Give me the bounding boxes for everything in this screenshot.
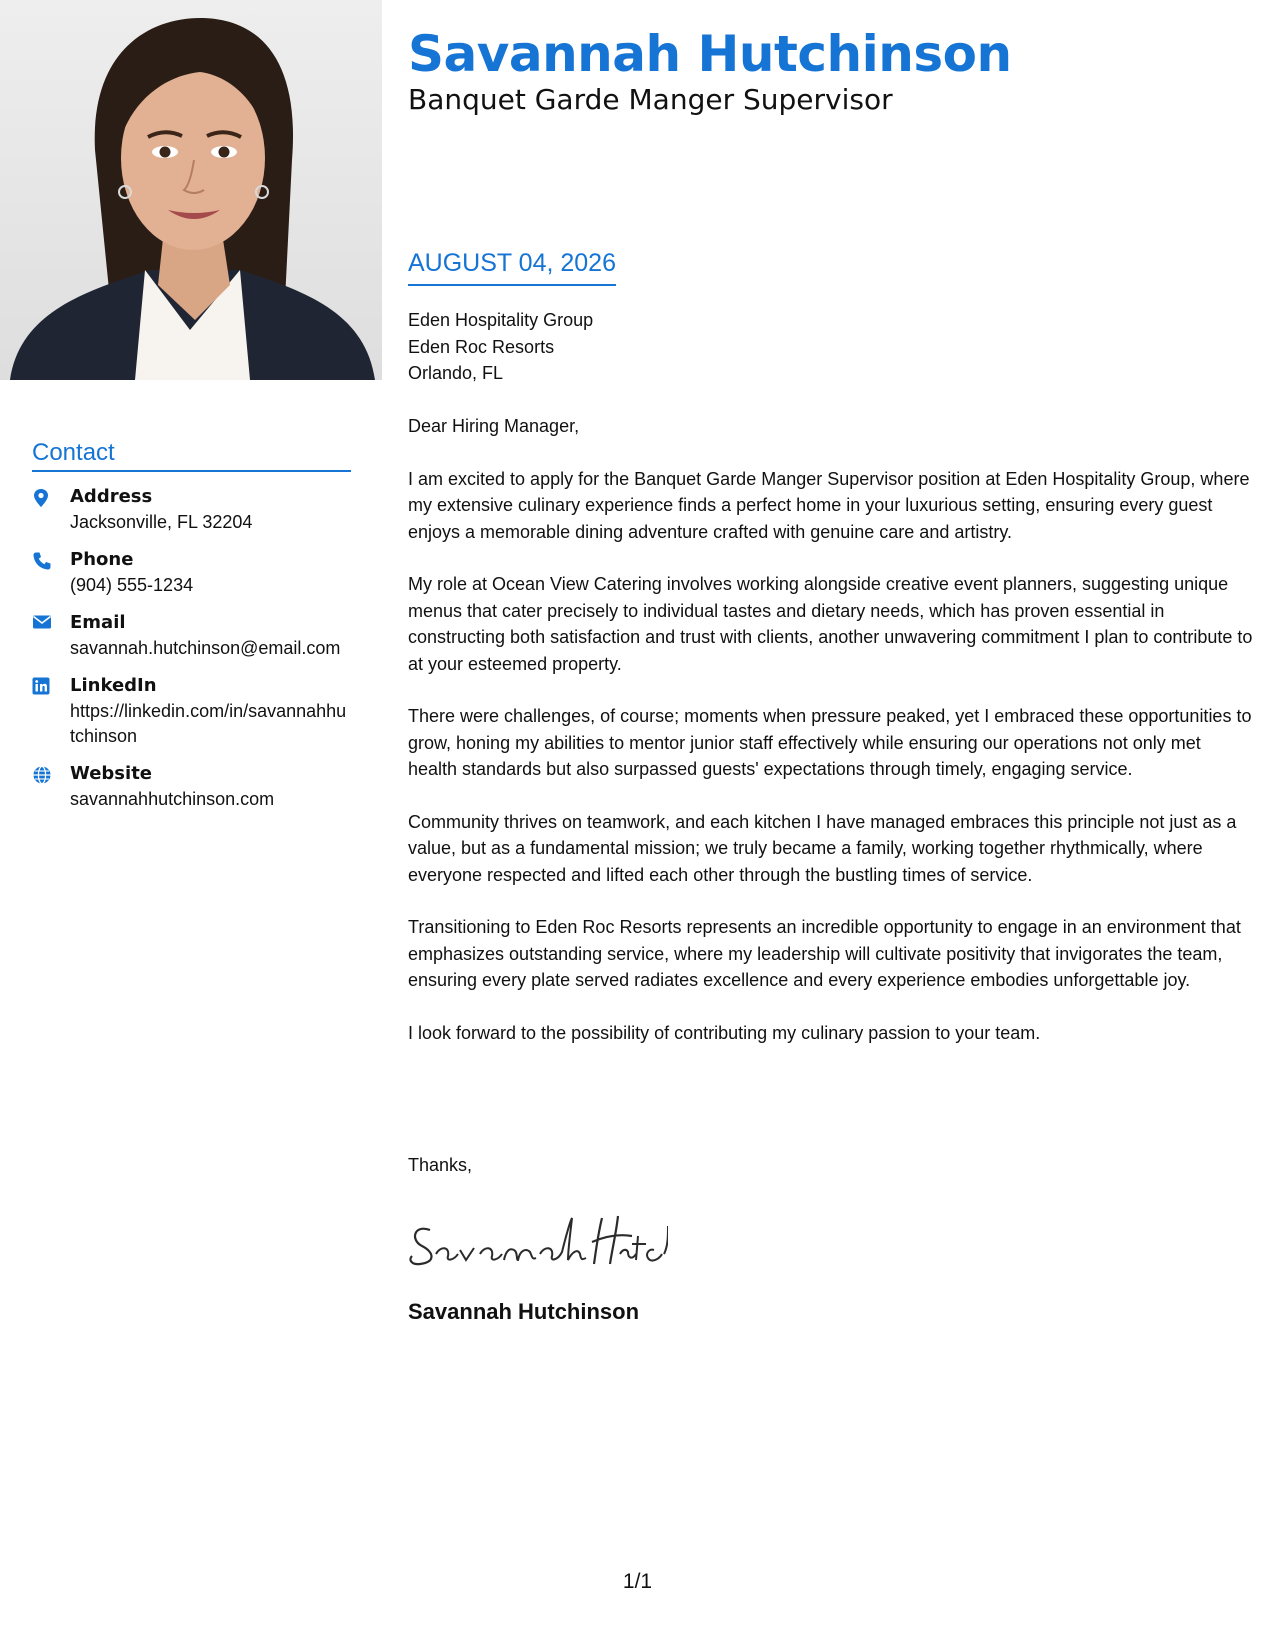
closing: Thanks, xyxy=(408,1155,473,1175)
contact-list xyxy=(32,484,351,812)
job-title: Banquet Garde Manger Supervisor xyxy=(408,83,893,116)
contact-item-website xyxy=(32,761,351,812)
contact-item-linkedin xyxy=(32,673,351,749)
letter-paragraph: I look forward to the possibility of contributing my culinary passion to your team. xyxy=(408,1022,1041,1043)
letter-paragraph: My role at Ocean View Catering involves working alongside creative event planners, suggesting unique menus that cater precisely to individual tastes and dietary needs, which has proven essential in constructing both satisfaction and trust with clients, another unwavering commitment I plan to contribute to at your esteemed property. xyxy=(408,574,1253,674)
page-number: 1/1 xyxy=(622,1570,653,1593)
recipient-block xyxy=(408,307,593,387)
contact-value: https://linkedin.com/in/savannahhutchinson xyxy=(70,701,347,746)
letter-paragraph: There were challenges, of course; moments when pressure peaked, yet I embraced these opportunities to grow, honing my abilities to mentor junior staff effectively while ensuring our operations not only met health standards but also surpassed guests' expectations through timely, engaging service. xyxy=(408,706,1252,779)
contact-label: Phone xyxy=(70,549,134,570)
contact-label: Website xyxy=(70,763,153,784)
contact-label: Address xyxy=(70,486,153,507)
applicant-name: Savannah Hutchinson xyxy=(408,25,1012,83)
linkedin-icon xyxy=(32,673,70,749)
letter-body xyxy=(408,413,1253,1072)
contact-item-phone xyxy=(32,547,351,598)
email-icon xyxy=(32,610,70,661)
contact-value: Jacksonville, FL 32204 xyxy=(70,512,253,532)
location-pin-icon xyxy=(32,484,70,535)
header xyxy=(408,22,1012,118)
signature-image xyxy=(406,1206,668,1272)
contact-item-email xyxy=(32,610,351,661)
contact-label: Email xyxy=(70,612,126,633)
contact-value: (904) 555-1234 xyxy=(70,575,194,595)
contact-value: savannahhutchinson.com xyxy=(70,789,275,809)
globe-icon xyxy=(32,761,70,812)
profile-photo xyxy=(0,0,382,380)
signer-name: Savannah Hutchinson xyxy=(408,1299,640,1324)
letter-paragraph: Community thrives on teamwork, and each kitchen I have managed embraces this principle not just as a value, but as a fundamental mission; we truly became a family, working together rhythmically, where everyone respected and lifted each other through the bustling times of service. xyxy=(408,811,1237,885)
letter-paragraph: Transitioning to Eden Roc Resorts represents an incredible opportunity to engage in an environment that emphasizes outstanding service, where my leadership will cultivate positivity that invigorates the team, ensuring every plate served radiates excellence and every experience embodies unforgettable joy. xyxy=(408,917,1241,990)
contact-heading: Contact xyxy=(32,438,351,472)
contact-sidebar xyxy=(32,438,351,824)
phone-icon xyxy=(32,547,70,598)
contact-label: LinkedIn xyxy=(70,675,157,696)
recipient-location: Orlando, FL xyxy=(408,363,504,383)
recipient-company: Eden Hospitality Group xyxy=(408,310,594,330)
letter-date: AUGUST 04, 2026 xyxy=(408,248,616,286)
contact-value: savannah.hutchinson@email.com xyxy=(70,638,341,658)
recipient-property: Eden Roc Resorts xyxy=(408,336,555,357)
letter-paragraph: I am excited to apply for the Banquet Garde Manger Supervisor position at Eden Hospitality Group, where my extensive culinary experience finds a perfect home in your luxurious setting, ensuring every guest enjoys a memorable dining adventure crafted with genuine care and artistry. xyxy=(408,468,1250,542)
salutation: Dear Hiring Manager, xyxy=(408,416,580,436)
contact-item-address xyxy=(32,484,351,535)
